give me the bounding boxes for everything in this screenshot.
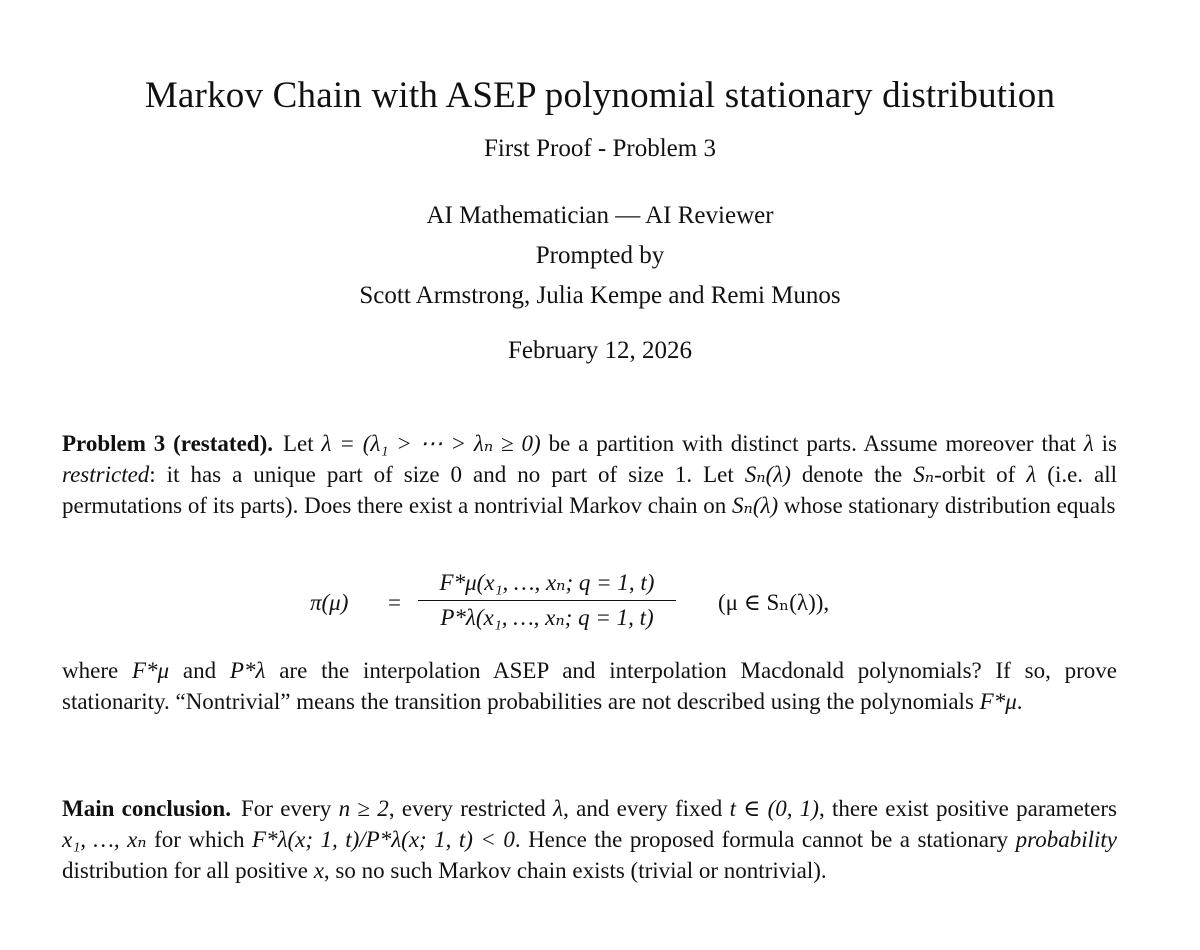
equation-denominator: P*λ(x₁, …, xₙ; q = 1, t)	[440, 605, 654, 630]
where-text: and	[169, 658, 230, 683]
paper-title: Markov Chain with ASEP polynomial stationary distribution	[144, 75, 1056, 116]
authors-line-2: Prompted by	[535, 242, 665, 269]
math-t: t ∈ (0, 1)	[729, 796, 819, 821]
conclusion-paragraph	[62, 793, 1117, 886]
math-x-params: x₁, …, xₙ	[62, 827, 147, 852]
math-sn: Sₙ	[913, 462, 935, 487]
conclusion-text: . Hence the proposed formula cannot be a stationary	[514, 827, 1016, 852]
problem-heading: Problem 3 (restated).	[62, 431, 273, 456]
math-lambda-definition: λ = (λ₁ > ⋯ > λₙ ≥ 0)	[321, 431, 541, 456]
conclusion-text: distribution for all positive	[62, 858, 314, 883]
probability-emphasis: probability	[1015, 827, 1117, 852]
restricted-emphasis: restricted	[62, 462, 150, 487]
math-n: n ≥ 2	[338, 796, 389, 821]
equation-condition: (μ ∈ Sₙ(λ)),	[718, 590, 830, 615]
conclusion-heading: Main conclusion.	[62, 796, 231, 821]
where-text: are the interpolation ASEP and interpolation Macdonald polynomials? If so, prove stationarity. “Nontrivial” means the transition probabilities are not described using the polynomials	[62, 658, 1118, 714]
math-lambda: λ	[1026, 462, 1037, 487]
math-lambda: λ	[1083, 431, 1094, 456]
where-text: .	[1016, 689, 1023, 714]
equation-numerator: F*μ(x₁, …, xₙ; q = 1, t)	[439, 570, 655, 595]
problem-text: Let	[282, 431, 322, 456]
problem-paragraph	[62, 428, 1117, 521]
math-x: x	[313, 858, 324, 883]
conclusion-text: , every restricted	[388, 796, 554, 821]
where-paragraph	[62, 655, 1117, 717]
problem-text: -orbit of	[934, 462, 1027, 487]
problem-text: be a partition with distinct parts. Assume moreover that	[540, 431, 1084, 456]
conclusion-text: , and every fixed	[563, 796, 730, 821]
equation-equals: =	[388, 590, 401, 615]
conclusion-text: , so no such Markov chain exists (trivial or nontrivial).	[323, 858, 827, 883]
math-f-mu: F*μ	[979, 689, 1017, 714]
math-f-mu: F*μ	[131, 658, 170, 683]
fraction-bar	[418, 600, 676, 601]
paper-subtitle: First Proof - Problem 3	[484, 135, 716, 162]
where-text: where	[62, 658, 132, 683]
conclusion-text: for which	[146, 827, 253, 852]
equation-fraction	[418, 568, 676, 633]
problem-text: (i.e. all permutations of its parts). Does there exist a nontrivial Markov chain on	[62, 462, 1118, 518]
math-ratio: F*λ(x; 1, t)/P*λ(x; 1, t) < 0	[252, 827, 515, 852]
problem-text: denote the	[790, 462, 914, 487]
conclusion-text: , there exist positive parameters	[818, 796, 1117, 821]
math-p-lambda: P*λ	[229, 658, 266, 683]
problem-text: : it has a unique part of size 0 and no part of size 1. Let	[149, 462, 745, 487]
authors-line-1: AI Mathematician — AI Reviewer	[426, 202, 774, 229]
paper-date: February 12, 2026	[508, 337, 692, 364]
math-orbit: Sₙ(λ)	[744, 462, 791, 487]
display-equation	[0, 568, 1200, 638]
math-lambda: λ	[553, 796, 564, 821]
problem-text: whose stationary distribution equals	[778, 493, 1116, 518]
equation-lhs: π(μ)	[310, 590, 349, 615]
authors-line-3: Scott Armstrong, Julia Kempe and Remi Munos	[359, 282, 841, 309]
problem-text: is	[1093, 431, 1117, 456]
conclusion-text: For every	[240, 796, 339, 821]
math-orbit: Sₙ(λ)	[732, 493, 779, 518]
